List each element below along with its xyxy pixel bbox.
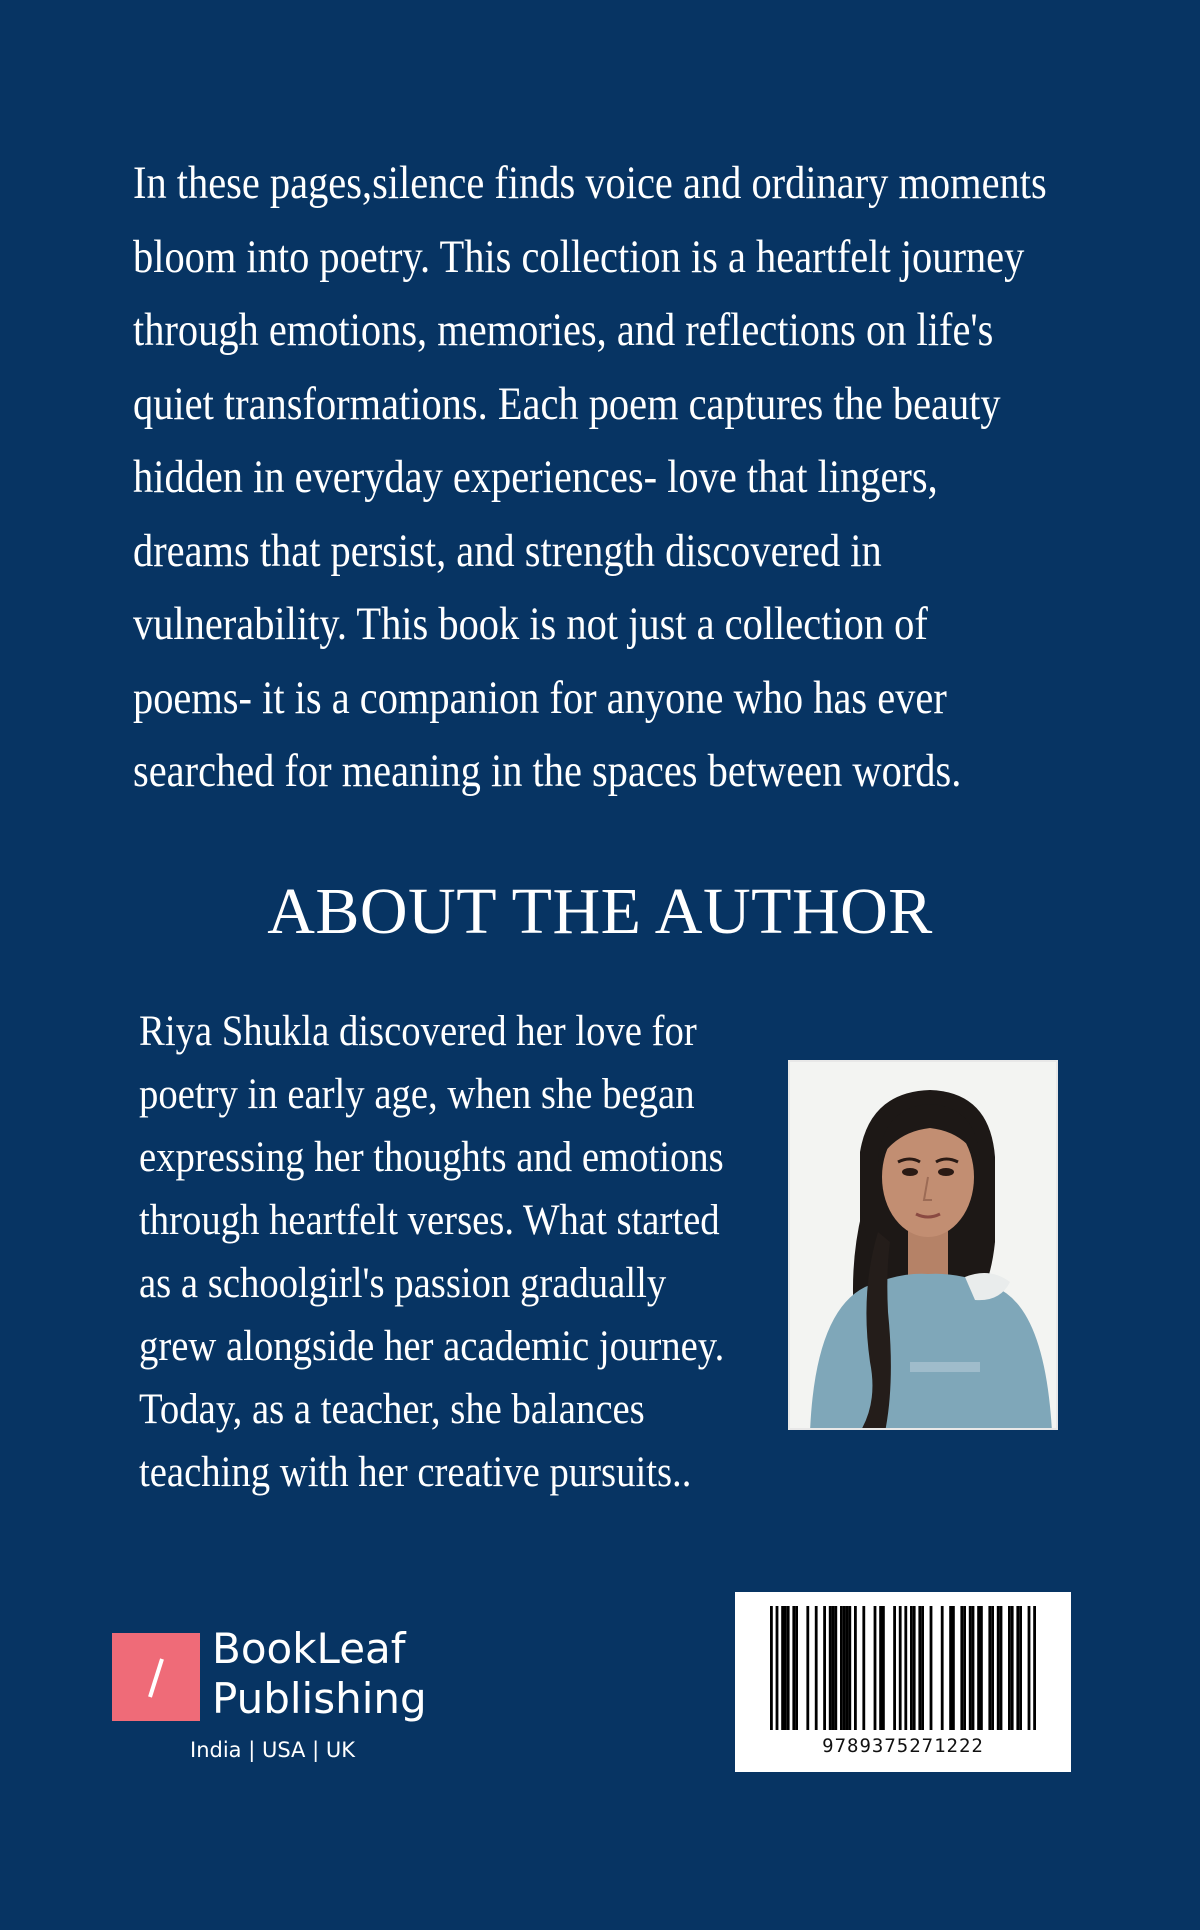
bio-line: Riya Shukla discovered her love for	[139, 1008, 697, 1055]
bio-line: Today, as a teacher, she balances	[139, 1386, 645, 1433]
publisher-logo	[112, 1624, 472, 1770]
barcode-bar	[949, 1606, 952, 1730]
barcode-bar	[952, 1606, 955, 1730]
barcode-bar	[980, 1606, 983, 1730]
barcode-bar	[969, 1606, 972, 1730]
barcode-bar	[787, 1606, 790, 1730]
barcode-bar	[846, 1606, 849, 1730]
blurb-line: through emotions, memories, and reflections on life's	[133, 304, 994, 356]
barcode-bar	[918, 1606, 921, 1730]
blurb-line: vulnerability. This book is not just a collection of	[133, 598, 928, 650]
book-blurb	[133, 147, 1047, 809]
barcode-bar	[829, 1606, 832, 1730]
barcode-bar	[792, 1606, 795, 1730]
bio-line: teaching with her creative pursuits..	[139, 1449, 692, 1496]
barcode-bar	[1011, 1606, 1014, 1730]
barcode-bar	[776, 1606, 779, 1730]
barcode-bar	[910, 1606, 913, 1730]
barcode-icon	[735, 1592, 1071, 1732]
barcode-bar	[781, 1606, 784, 1730]
barcode-bar	[795, 1606, 798, 1730]
barcode-bar	[834, 1606, 837, 1730]
bio-line: poetry in early age, when she began	[139, 1071, 695, 1118]
barcode-bar	[991, 1606, 994, 1730]
barcode-bar	[899, 1606, 902, 1730]
barcode-bar	[972, 1606, 975, 1730]
barcode-bar	[806, 1606, 809, 1730]
barcode-bar	[874, 1606, 877, 1730]
bio-line: grew alongside her academic journey.	[139, 1323, 725, 1370]
isbn-barcode	[735, 1592, 1071, 1772]
barcode-bar	[930, 1606, 933, 1730]
barcode-bar	[784, 1606, 787, 1730]
barcode-bar	[1008, 1606, 1011, 1730]
publisher-regions: India | USA | UK	[190, 1738, 355, 1762]
barcode-bar	[941, 1606, 944, 1730]
barcode-bar	[1033, 1606, 1036, 1730]
barcode-bar	[997, 1606, 1000, 1730]
barcode-bar	[913, 1606, 916, 1730]
blurb-line: dreams that persist, and strength discovered in	[133, 524, 882, 577]
bio-line: as a schoolgirl's passion gradually	[139, 1260, 667, 1307]
publisher-name	[212, 1624, 427, 1724]
barcode-bar	[1019, 1606, 1022, 1730]
barcode-bar	[963, 1606, 966, 1730]
slash-logo-icon	[112, 1633, 200, 1721]
barcode-bar	[815, 1606, 818, 1730]
barcode-bar	[832, 1606, 835, 1730]
blurb-line: poems- it is a companion for anyone who has ever	[133, 671, 947, 724]
barcode-bar	[862, 1606, 865, 1730]
barcode-bar	[960, 1606, 963, 1730]
barcode-bar	[904, 1606, 907, 1730]
blurb-line: quiet transformations. Each poem captures the beauty	[133, 377, 1001, 430]
barcode-bar	[893, 1606, 896, 1730]
barcode-bar	[770, 1606, 773, 1730]
barcode-bar	[823, 1606, 826, 1730]
bio-line: expressing her thoughts and emotions	[139, 1134, 724, 1181]
barcode-bar	[854, 1606, 857, 1730]
blurb-line: In these pages,silence finds voice and ordinary moments	[133, 157, 1047, 209]
blurb-line: searched for meaning in the spaces between words.	[133, 745, 962, 797]
author-photo	[788, 1060, 1058, 1430]
barcode-bar	[1028, 1606, 1031, 1730]
publisher-name-line2: Publishing	[212, 1674, 427, 1723]
author-bio	[139, 1000, 787, 1504]
barcode-bar	[977, 1606, 980, 1730]
barcode-bar	[840, 1606, 843, 1730]
isbn-number: 9789375271222	[822, 1735, 984, 1757]
author-portrait-icon	[790, 1062, 1058, 1430]
blurb-line: hidden in everyday experiences- love that lingers,	[133, 451, 938, 503]
barcode-bar	[921, 1606, 924, 1730]
about-author-heading: ABOUT THE AUTHOR	[267, 875, 933, 948]
barcode-bar	[988, 1606, 991, 1730]
barcode-bar	[1000, 1606, 1003, 1730]
barcode-bar	[848, 1606, 851, 1730]
blurb-line: bloom into poetry. This collection is a heartfelt journey	[133, 230, 1025, 283]
barcode-bar	[882, 1606, 885, 1730]
bio-line: through heartfelt verses. What started	[139, 1197, 720, 1244]
barcode-bar	[1016, 1606, 1019, 1730]
publisher-name-line1: BookLeaf	[212, 1624, 406, 1673]
barcode-bar	[879, 1606, 882, 1730]
barcode-bar	[843, 1606, 846, 1730]
